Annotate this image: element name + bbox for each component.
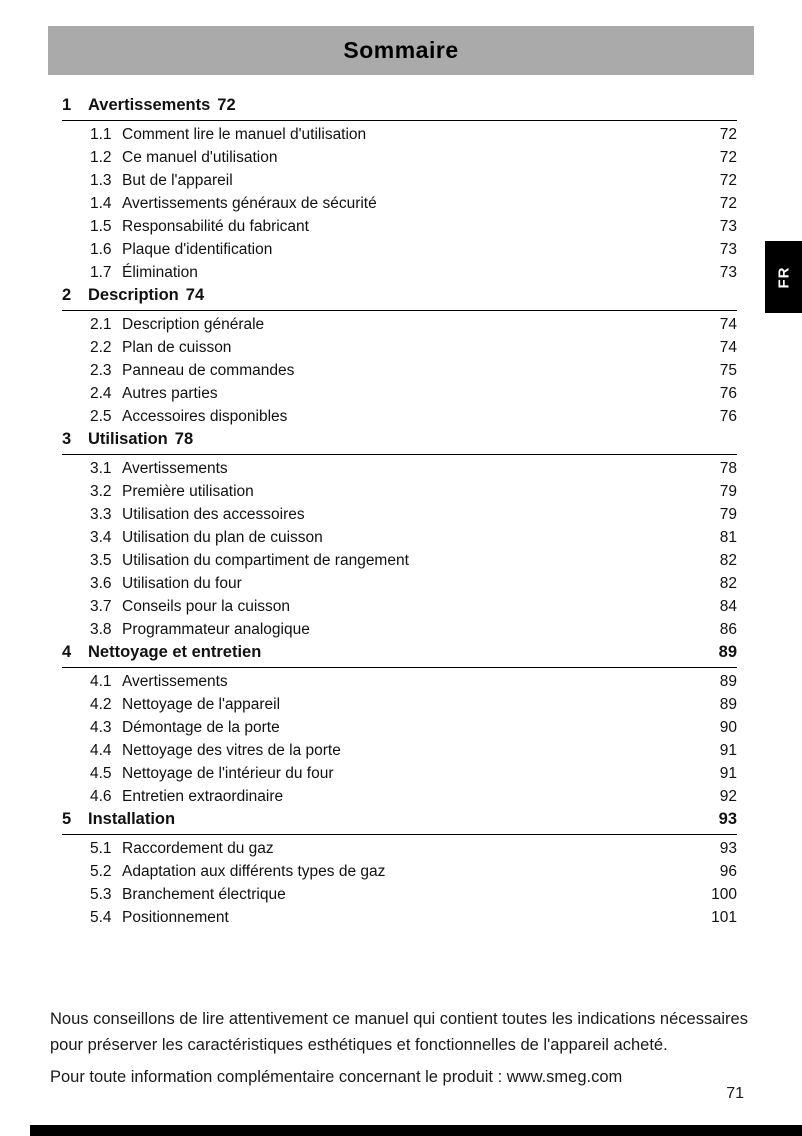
toc-item-title: Nettoyage de l'intérieur du four [122, 764, 334, 782]
toc-item-title: Avertissements [122, 672, 228, 690]
toc-item-number: 4.4 [90, 741, 112, 759]
toc-item-page: 79 [719, 505, 737, 523]
toc-section-items [62, 837, 737, 929]
toc-item-number: 3.1 [90, 459, 112, 477]
toc-item-page: 101 [711, 908, 737, 926]
toc-item-number: 5.4 [90, 908, 112, 926]
toc-item-page: 91 [719, 764, 737, 782]
toc-item-title: Avertissements généraux de sécurité [122, 194, 377, 212]
toc-item-title: Panneau de commandes [122, 361, 295, 379]
toc-item-number: 4.5 [90, 764, 112, 782]
toc-item-page: 73 [719, 240, 737, 258]
toc-item-title: Description générale [122, 315, 265, 333]
toc-item-title: Utilisation des accessoires [122, 505, 305, 523]
toc-item-title: Responsabilité du fabricant [122, 217, 309, 235]
toc-item-page: 82 [719, 551, 737, 569]
toc-item[interactable] [90, 238, 737, 261]
toc-item-number: 4.1 [90, 672, 112, 690]
toc-item-number: 5.1 [90, 839, 112, 857]
toc-item-number: 3.6 [90, 574, 112, 592]
toc-item-page: 90 [719, 718, 737, 736]
toc-section-number: 3 [62, 430, 72, 448]
toc-item-number: 5.2 [90, 862, 112, 880]
toc-item-number: 3.7 [90, 597, 112, 615]
toc-section-heading[interactable] [62, 284, 737, 311]
toc-item-title: Programmateur analogique [122, 620, 310, 638]
toc-item[interactable] [90, 336, 737, 359]
toc-item-page: 75 [719, 361, 737, 379]
toc-item-number: 3.2 [90, 482, 112, 500]
toc-section [62, 94, 737, 284]
toc-item-title: Conseils pour la cuisson [122, 597, 291, 615]
toc-item-title: Élimination [122, 263, 198, 281]
toc-item-title: Nettoyage des vitres de la porte [122, 741, 341, 759]
toc-item-number: 2.2 [90, 338, 112, 356]
language-tab-label: FR [775, 266, 792, 288]
toc-item[interactable] [90, 146, 737, 169]
toc-item-page: 96 [719, 862, 737, 880]
toc-item[interactable] [90, 618, 737, 641]
toc-item-page: 79 [719, 482, 737, 500]
footer-notes [50, 1006, 762, 1090]
toc-item-number: 3.3 [90, 505, 112, 523]
toc-item-number: 1.4 [90, 194, 112, 212]
toc-item-title: Autres parties [122, 384, 218, 402]
toc-item-number: 1.7 [90, 263, 112, 281]
toc-item[interactable] [90, 169, 737, 192]
toc [62, 94, 737, 929]
toc-section-title: Installation [88, 810, 176, 828]
toc-section-page: 93 [718, 810, 737, 828]
toc-item-page: 74 [719, 338, 737, 356]
toc-item[interactable] [90, 670, 737, 693]
footer-note-info-text: Pour toute information complémentaire concernant le produit : [50, 1068, 507, 1086]
toc-section-number: 1 [62, 96, 72, 114]
toc-item[interactable] [90, 123, 737, 146]
toc-section-heading[interactable] [62, 94, 737, 121]
toc-item-page: 76 [719, 384, 737, 402]
toc-item[interactable] [90, 572, 737, 595]
toc-item-number: 4.2 [90, 695, 112, 713]
toc-item-page: 86 [719, 620, 737, 638]
footer-note-info [50, 1064, 762, 1090]
toc-item-page: 73 [719, 217, 737, 235]
toc-item[interactable] [90, 359, 737, 382]
toc-item-number: 5.3 [90, 885, 112, 903]
toc-item-number: 2.5 [90, 407, 112, 425]
toc-item-page: 89 [719, 695, 737, 713]
toc-section-items [62, 123, 737, 284]
toc-item-number: 4.3 [90, 718, 112, 736]
toc-item[interactable] [90, 837, 737, 860]
toc-item[interactable] [90, 860, 737, 883]
toc-item[interactable] [90, 313, 737, 336]
toc-item-title: Plan de cuisson [122, 338, 232, 356]
page-title: Sommaire [343, 37, 459, 63]
toc-item-title: Utilisation du four [122, 574, 242, 592]
toc-item-page: 93 [719, 839, 737, 857]
toc-item-number: 1.5 [90, 217, 112, 235]
toc-item-page: 82 [719, 574, 737, 592]
toc-section-number: 4 [62, 643, 72, 661]
toc-item-number: 4.6 [90, 787, 112, 805]
toc-item-page: 100 [711, 885, 737, 903]
bottom-edge-bar [30, 1125, 802, 1136]
toc-section-page: 78 [174, 430, 194, 448]
toc-item-title: Première utilisation [122, 482, 254, 500]
toc-item[interactable] [90, 192, 737, 215]
toc-section-heading[interactable] [62, 641, 737, 668]
toc-section [62, 284, 737, 428]
toc-section [62, 428, 737, 641]
toc-item-page: 92 [719, 787, 737, 805]
toc-item-page: 84 [719, 597, 737, 615]
toc-item-page: 72 [719, 148, 737, 166]
toc-item-page: 74 [719, 315, 737, 333]
toc-section-title: Nettoyage et entretien [88, 643, 262, 661]
toc-item-page: 72 [719, 194, 737, 212]
toc-item-title: Ce manuel d'utilisation [122, 148, 278, 166]
toc-section-heading[interactable] [62, 428, 737, 455]
toc-item-page: 78 [719, 459, 737, 477]
sommaire-banner [48, 26, 754, 75]
toc-section-items [62, 457, 737, 641]
toc-item[interactable] [90, 906, 737, 929]
toc-item[interactable] [90, 716, 737, 739]
toc-item-page: 72 [719, 171, 737, 189]
toc-item[interactable] [90, 883, 737, 906]
toc-section-number: 2 [62, 286, 72, 304]
toc-item-number: 1.2 [90, 148, 112, 166]
toc-item-page: 72 [719, 125, 737, 143]
toc-section-page: 89 [718, 643, 737, 661]
toc-item-title: Démontage de la porte [122, 718, 280, 736]
toc-section-title: Utilisation [88, 430, 168, 448]
toc-item-number: 3.5 [90, 551, 112, 569]
toc-item-title: Comment lire le manuel d'utilisation [122, 125, 367, 143]
toc-item[interactable] [90, 261, 737, 284]
toc-section-items [62, 313, 737, 428]
toc-item-number: 3.8 [90, 620, 112, 638]
toc-item-title: Adaptation aux différents types de gaz [122, 862, 386, 880]
toc-item-page: 73 [719, 263, 737, 281]
toc-item[interactable] [90, 762, 737, 785]
toc-section-title: Avertissements [88, 96, 211, 114]
page-number: 71 [726, 1085, 744, 1102]
toc-section-items [62, 670, 737, 808]
toc-item[interactable] [90, 595, 737, 618]
toc-item[interactable] [90, 405, 737, 428]
toc-item-page: 91 [719, 741, 737, 759]
toc-item-title: Branchement électrique [122, 885, 286, 903]
toc-item-page: 89 [719, 672, 737, 690]
toc-item-number: 1.3 [90, 171, 112, 189]
toc-item-number: 1.1 [90, 125, 112, 143]
toc-item-page: 81 [719, 528, 737, 546]
language-tab [765, 241, 802, 313]
toc-section-number: 5 [62, 810, 72, 828]
toc-item[interactable] [90, 526, 737, 549]
toc-item-title: Raccordement du gaz [122, 839, 274, 857]
toc-item[interactable] [90, 457, 737, 480]
toc-item[interactable] [90, 785, 737, 808]
toc-section [62, 808, 737, 929]
footer-note-advice: Nous conseillons de lire attentivement ce manuel qui contient toutes les indications nécessaires pour préserver les caractéristiques esthétiques et fonctionnelles de l'appareil acheté. [50, 1010, 748, 1054]
toc-item[interactable] [90, 215, 737, 238]
toc-item[interactable] [90, 503, 737, 526]
toc-item-page: 76 [719, 407, 737, 425]
toc-item-title: Utilisation du plan de cuisson [122, 528, 323, 546]
toc-item[interactable] [90, 480, 737, 503]
toc-item-number: 2.4 [90, 384, 112, 402]
toc-section-heading[interactable] [62, 808, 737, 835]
toc-item-title: Accessoires disponibles [122, 407, 288, 425]
toc-item-title: But de l'appareil [122, 171, 233, 189]
toc-section-page: 72 [217, 96, 236, 114]
toc-item[interactable] [90, 549, 737, 572]
toc-section-title: Description [88, 286, 179, 304]
toc-item[interactable] [90, 693, 737, 716]
toc-item-title: Avertissements [122, 459, 228, 477]
toc-item[interactable] [90, 739, 737, 762]
toc-item-title: Nettoyage de l'appareil [122, 695, 281, 713]
toc-item-title: Plaque d'identification [122, 240, 273, 258]
smeg-website-link[interactable]: www.smeg.com [506, 1068, 623, 1086]
toc-item-number: 2.3 [90, 361, 112, 379]
toc-section-page: 74 [185, 286, 205, 304]
toc-item-number: 1.6 [90, 240, 112, 258]
toc-item-title: Positionnement [122, 908, 229, 926]
toc-item-number: 2.1 [90, 315, 112, 333]
toc-item-number: 3.4 [90, 528, 112, 546]
toc-item-title: Entretien extraordinaire [122, 787, 284, 805]
toc-item[interactable] [90, 382, 737, 405]
toc-item-title: Utilisation du compartiment de rangement [122, 551, 409, 569]
toc-section [62, 641, 737, 808]
